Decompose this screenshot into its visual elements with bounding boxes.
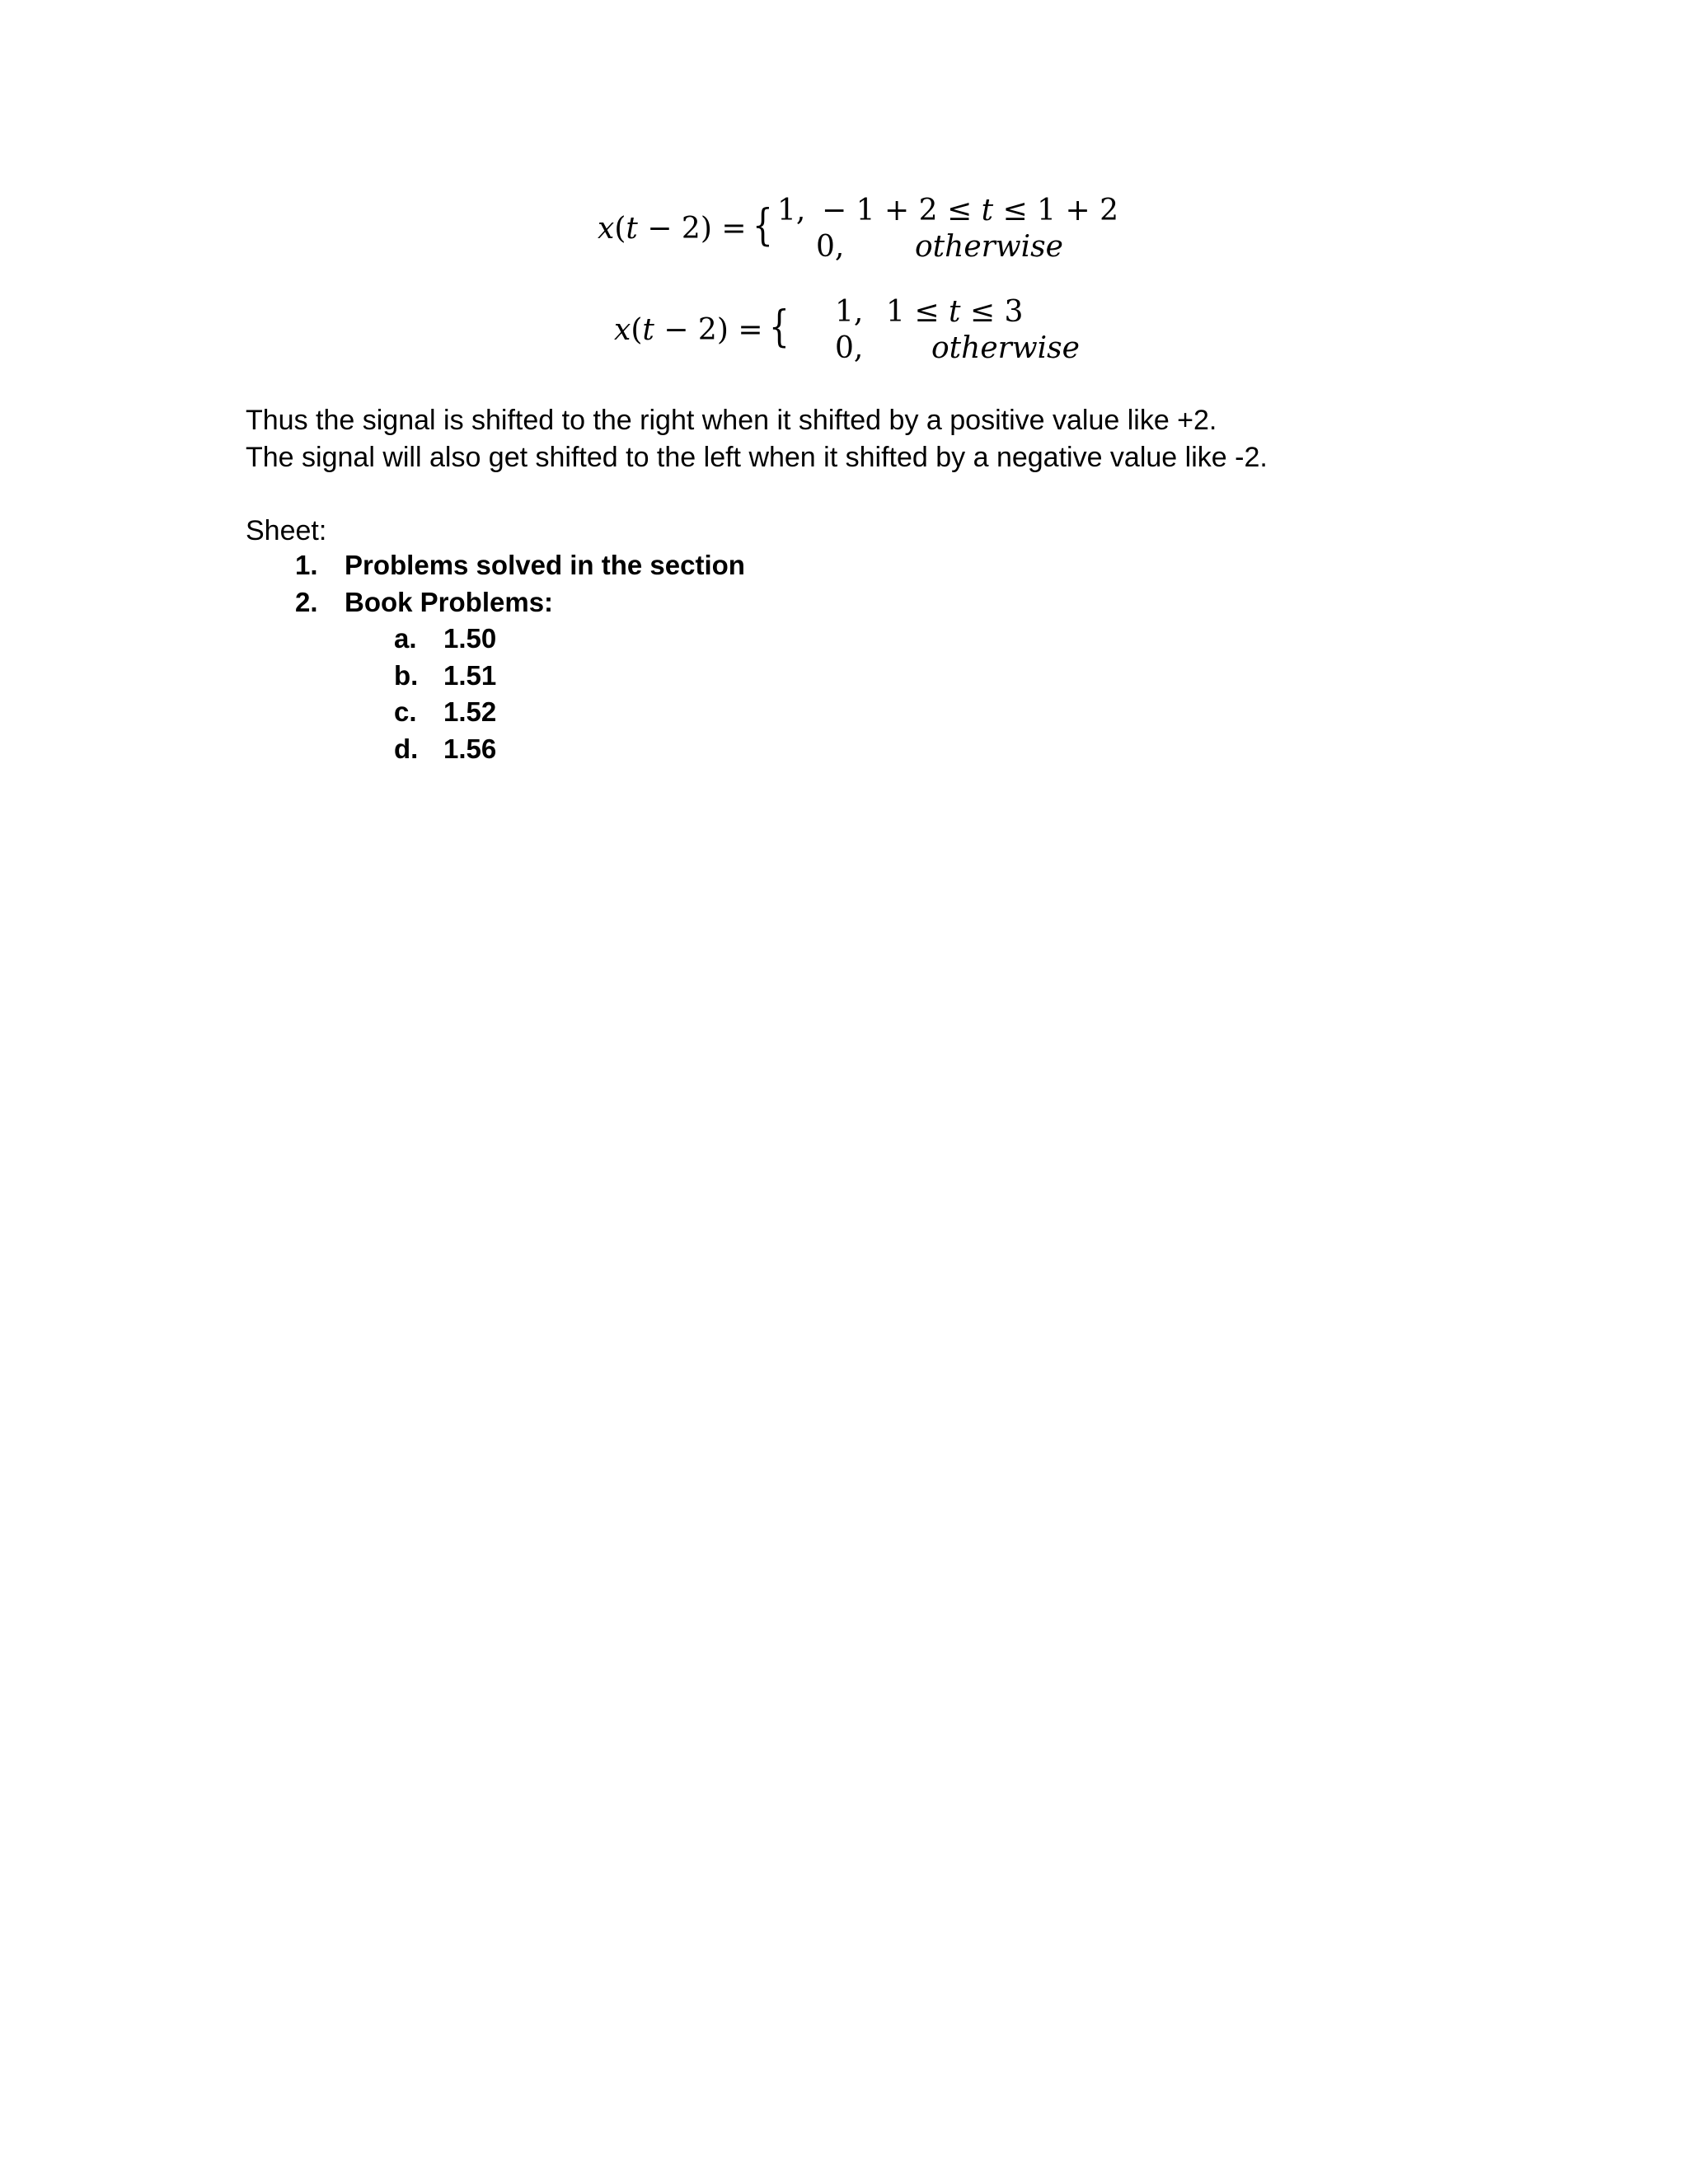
case2-condition: otherwise [931,331,1080,365]
list-item-text: Problems solved in the section [345,550,745,580]
piecewise-brace: { [769,302,790,352]
equation-lhs-variable: x [614,313,631,347]
sub-list-marker: c. [394,696,417,727]
case1-value: 1, [835,295,864,329]
equation-lhs-variable: x [598,212,615,246]
case2-value: 0, [816,230,845,264]
equation-lhs [614,313,763,347]
sub-list-marker: a. [394,623,417,654]
case2-value: 0, [835,331,864,365]
equation-shift-expanded [598,194,1119,270]
sub-list-item-text: 1.56 [443,733,497,764]
case2-condition: otherwise [915,230,1063,264]
sub-list-item-text: 1.50 [443,623,497,654]
sub-list-marker: d. [394,733,419,764]
list-marker: 2. [295,587,318,617]
equation-shift-simplified [614,295,1109,372]
case1-condition: − 1 + 2 ≤ t ≤ 1 + 2 [822,194,1119,227]
equation-lhs [598,214,746,244]
equation-lhs-argument: (t − 2) = [631,313,763,347]
equation-lhs-argument: (t − 2) = [614,212,747,246]
case1-condition: 1 ≤ t ≤ 3 [886,295,1024,329]
case1-value: 1, [777,194,806,227]
list-marker: 1. [295,550,318,580]
list-item-text: Book Problems: [345,587,554,617]
sub-list-marker: b. [394,660,419,691]
paragraph-left-shift: The signal will also get shifted to the left when it shifted by a negative value like -2. [246,442,1268,473]
sub-list-item-text: 1.51 [443,660,497,691]
piecewise-brace: { [753,201,773,251]
sub-list-item-text: 1.52 [443,696,497,727]
paragraph-right-shift: Thus the signal is shifted to the right when it shifted by a positive value like +2. [246,405,1217,436]
sheet-label: Sheet: [246,515,327,546]
